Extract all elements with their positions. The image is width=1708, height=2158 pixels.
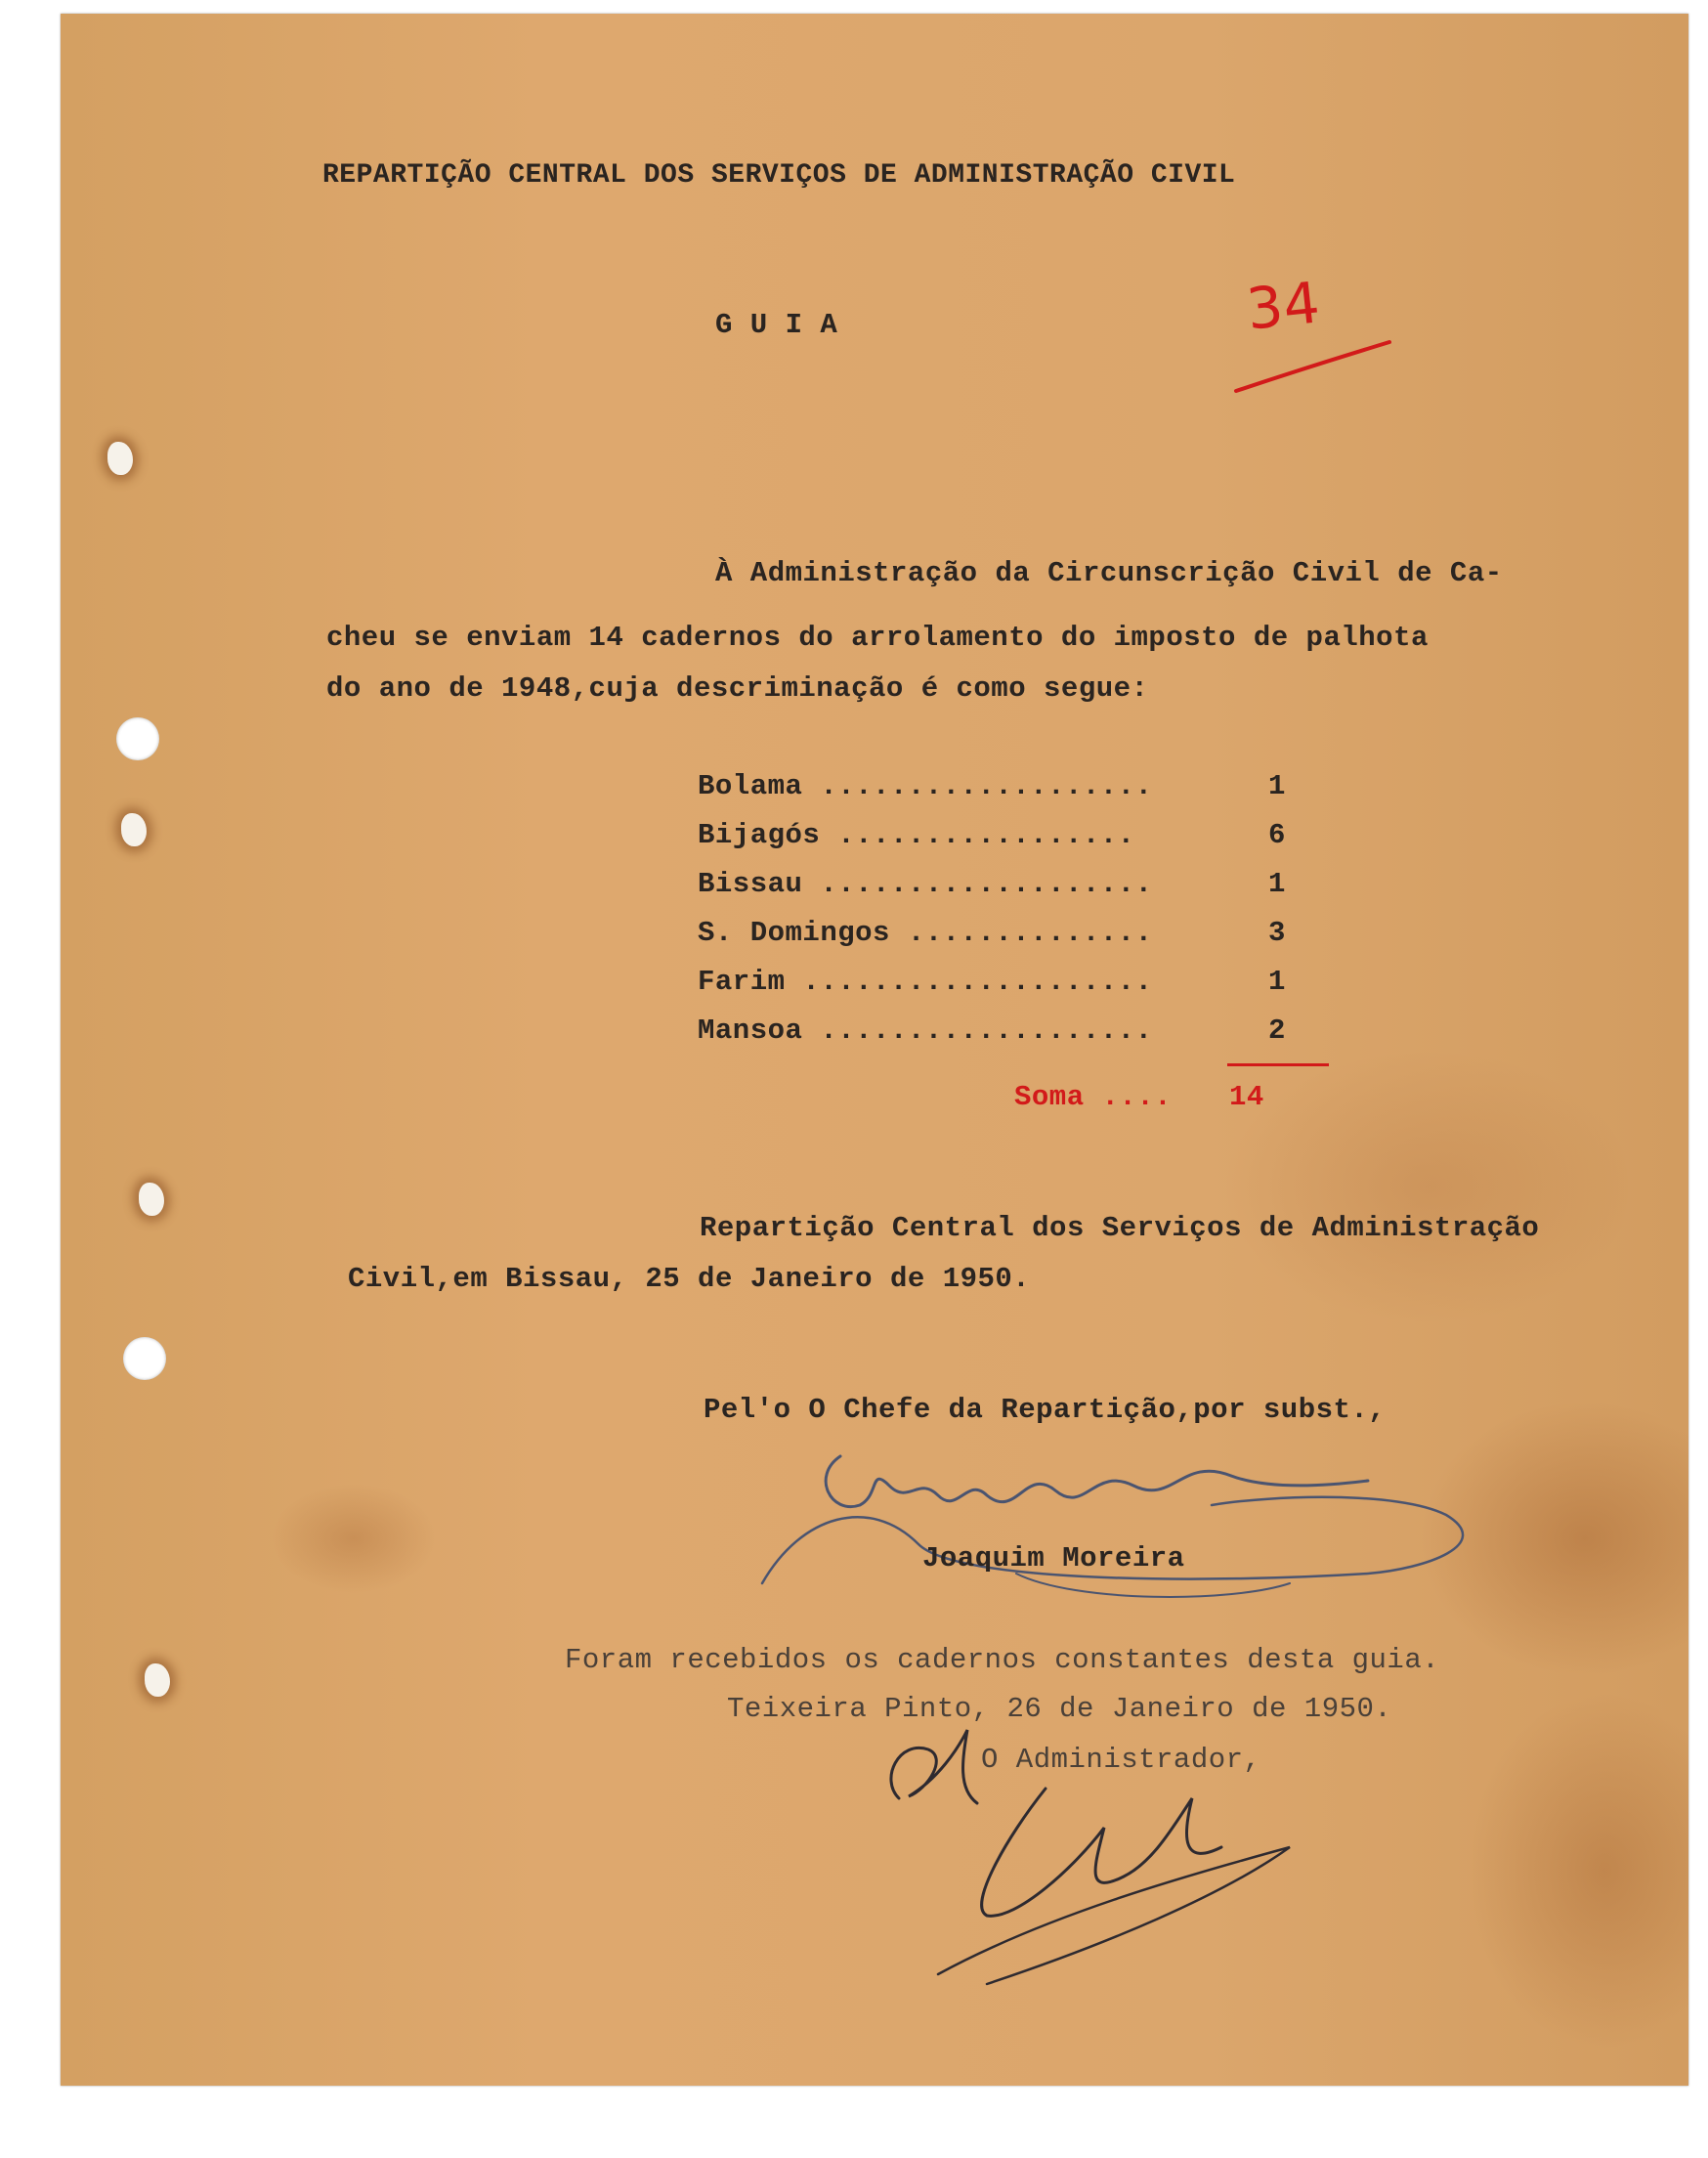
item-name: Bissau <box>698 868 803 900</box>
torn-hole-1 <box>107 442 133 475</box>
item-dots: ................... <box>820 868 1153 900</box>
item-name: Mansoa <box>698 1014 803 1047</box>
sum-value: 14 <box>1229 1081 1264 1113</box>
red-underline-mark <box>1231 323 1397 401</box>
signature-chefe <box>723 1437 1505 1613</box>
punch-hole-bottom <box>123 1337 166 1380</box>
handwritten-page-number: 34 <box>1243 269 1324 343</box>
item-count: 6 <box>1268 819 1286 851</box>
item-dots: ................... <box>820 1014 1153 1047</box>
body-line-2: cheu se enviam 14 cadernos do arrolamento do imposto de palhota <box>326 622 1429 654</box>
receipt-line-3: O Administrador, <box>981 1744 1261 1776</box>
item-dots: .............. <box>907 917 1153 949</box>
item-name: Bolama <box>698 770 803 802</box>
item-count: 1 <box>1268 770 1286 802</box>
torn-hole-2 <box>121 813 147 846</box>
receipt-line-2: Teixeira Pinto, 26 de Janeiro de 1950. <box>727 1693 1392 1725</box>
item-count: 2 <box>1268 1014 1286 1047</box>
sum-rule <box>1227 1063 1329 1066</box>
sum-label: Soma .... <box>1014 1081 1173 1113</box>
item-count: 1 <box>1268 966 1286 998</box>
receipt-line-1: Foram recebidos os cadernos constantes desta guia. <box>565 1644 1440 1676</box>
body-line-1: À Administração da Circunscrição Civil de Ca- <box>715 557 1503 589</box>
torn-hole-4 <box>145 1663 170 1697</box>
torn-hole-3 <box>139 1183 164 1216</box>
punch-hole-top <box>116 717 159 760</box>
item-dots: .................... <box>802 966 1153 998</box>
item-name: Bijagós <box>698 819 821 851</box>
signature-administrador <box>928 1749 1319 2004</box>
body-line-3: do ano de 1948,cuja descriminação é como segue: <box>326 672 1149 705</box>
signer-line: Pel'o O Chefe da Repartição,por subst., <box>704 1394 1387 1426</box>
item-dots: ................. <box>837 819 1135 851</box>
item-count: 1 <box>1268 868 1286 900</box>
item-count: 3 <box>1268 917 1286 949</box>
item-dots: ................... <box>820 770 1153 802</box>
item-name: S. Domingos <box>698 917 890 949</box>
document-title: G U I A <box>715 309 838 341</box>
closing-line-1: Repartição Central dos Serviços de Administração <box>700 1212 1540 1244</box>
closing-line-2: Civil,em Bissau, 25 de Janeiro de 1950. <box>348 1263 1031 1295</box>
document-header: REPARTIÇÃO CENTRAL DOS SERVIÇOS DE ADMINISTRAÇÃO CIVIL <box>322 160 1236 191</box>
signer-name: Joaquim Moreira <box>922 1542 1185 1575</box>
item-name: Farim <box>698 966 786 998</box>
